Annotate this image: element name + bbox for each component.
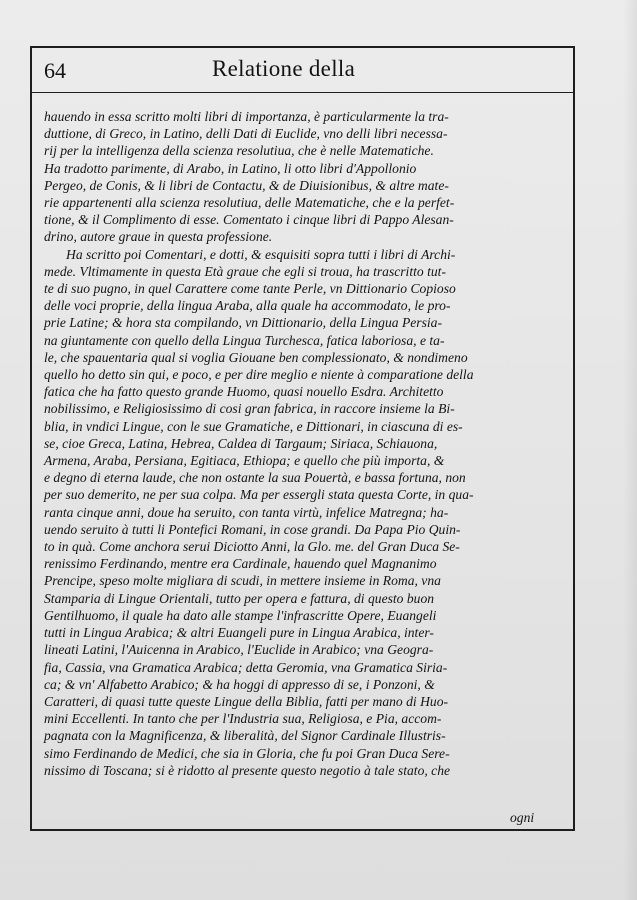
- header-rule: [32, 92, 573, 93]
- text-line: duttione, di Greco, in Latino, delli Dati di Euclide, vno delli libri necessa-: [44, 126, 448, 142]
- text-line: drino, autore graue in questa professione.: [44, 229, 273, 245]
- text-line: le, che spauentaria qual si voglia Giouane ben complessionato, & nondimeno: [44, 349, 468, 365]
- text-line: fatica che ha fatto questo grande Huomo, quasi nouello Esdra. Architetto: [44, 384, 444, 400]
- text-line: hauendo in essa scritto molti libri di importanza, è particularmente la tra-: [44, 109, 449, 124]
- text-line: Armena, Araba, Persiana, Egitiaca, Ethiopa; e quello che più importa, &: [44, 453, 445, 469]
- text-line: delle voci proprie, della lingua Araba, alla quale ha accommodato, le pro-: [44, 298, 451, 314]
- text-line: ranta cinque anni, doue ha seruito, con tanta virtù, infelice Matregna; ha-: [44, 504, 449, 520]
- text-line: rij per la intelligenza della scienza resolutiua, che è nelle Matematiche.: [44, 143, 434, 159]
- page-frame: [30, 46, 575, 831]
- text-line: tione, & il Complimento di esse. Comentato i cinque libri di Pappo Alesan-: [44, 212, 454, 228]
- body-text: [44, 108, 564, 779]
- text-line: mede. Vltimamente in questa Età graue che egli si troua, ha trascritto tut-: [44, 263, 446, 279]
- text-line: tutti in Lingua Arabica; & altri Euangeli pure in Lingua Arabica, inter-: [44, 625, 434, 641]
- text-line: simo Ferdinando de Medici, che sia in Gloria, che fu poi Gran Duca Sere-: [44, 745, 450, 761]
- text-line: uendo seruito à tutti li Pontefici Romani, in cose grandi. Da Papa Pio Quin-: [44, 521, 461, 537]
- text-line: te di suo pugno, in quel Carattere come tante Perle, vn Dittionario Copioso: [44, 281, 456, 297]
- catchword: ogni: [510, 810, 535, 825]
- text-line: per suo demerito, ne per sua colpa. Ma per essergli stata questa Corte, in qua-: [44, 487, 474, 503]
- text-line: renissimo Ferdinando, mentre era Cardinale, hauendo quel Magnanimo: [44, 556, 437, 572]
- text-line: fia, Cassia, vna Gramatica Arabica; detta Geromia, vna Gramatica Siria-: [44, 659, 448, 675]
- text-line: Ha scritto poi Comentari, e dotti, & esquisiti sopra tutti i libri di Archi-: [66, 246, 456, 262]
- text-line: Prencipe, speso molte migliara di scudi, in mettere insieme in Roma, vna: [44, 573, 441, 589]
- text-line: pagnata con la Magnificenza, & liberalità, del Signor Cardinale Illustris-: [44, 728, 446, 744]
- text-line: to in quà. Come anchora serui Diciotto Anni, la Glo. me. del Gran Duca Se-: [44, 539, 460, 555]
- text-line: Stamparia di Lingue Orientali, tutto per opera e fattura, di questo buon: [44, 590, 435, 606]
- text-line: nissimo di Toscana; si è ridotto al presente questo negotio à tale stato, che: [44, 762, 451, 778]
- text-line: quello ho detto sin qui, e poco, e per dire meglio e niente à comparatione della: [44, 367, 474, 383]
- text-line: Ha tradotto parimente, di Arabo, in Latino, li otto libri d'Appollonio: [44, 160, 417, 176]
- text-line: lineati Latini, l'Auicenna in Arabico, l'Euclide in Arabico; vna Geogra-: [44, 642, 434, 658]
- running-title: Relatione della: [212, 56, 356, 81]
- text-line: se, cioe Greca, Latina, Hebrea, Caldea di Targaum; Siriaca, Schiauona,: [44, 435, 438, 451]
- text-line: ca; & vn' Alfabetto Arabico; & ha hoggi di appresso di se, i Ponzoni, &: [44, 676, 435, 692]
- page-edge-shadow: [623, 0, 637, 900]
- text-line: Pergeo, de Conis, & li libri de Contactu, & de Diuisionibus, & altre mate-: [44, 177, 449, 193]
- page-number: 64: [44, 58, 66, 83]
- text-line: na giuntamente con quello della Lingua Turchesca, fatica laboriosa, e ta-: [44, 332, 445, 348]
- text-line: e degno di eterna laude, che non ostante la sua Pouertà, e bassa fortuna, non: [44, 470, 466, 486]
- text-line: Caratteri, di quasi tutte queste Lingue della Biblia, fatti per mano di Huo-: [44, 693, 449, 709]
- text-line: blia, in vndici Lingue, con le sue Gramatiche, e Dittionari, in ciascuna di es-: [44, 418, 463, 434]
- text-line: nobilissimo, e Religiosissimo di cosi gran fabrica, in raccore insieme la Bi-: [44, 401, 455, 417]
- text-line: prie Latine; & hora sta compilando, vn Dittionario, della Lingua Persia-: [44, 315, 442, 331]
- text-line: Gentilhuomo, il quale ha dato alle stampe l'infrascritte Opere, Euangeli: [44, 607, 437, 623]
- text-line: rie appartenenti alla scienza resolutiua, delle Matematiche, che e la perfet-: [44, 195, 455, 211]
- text-line: mini Eccellenti. In tanto che per l'Industria sua, Religiosa, e Pia, accom-: [44, 711, 442, 727]
